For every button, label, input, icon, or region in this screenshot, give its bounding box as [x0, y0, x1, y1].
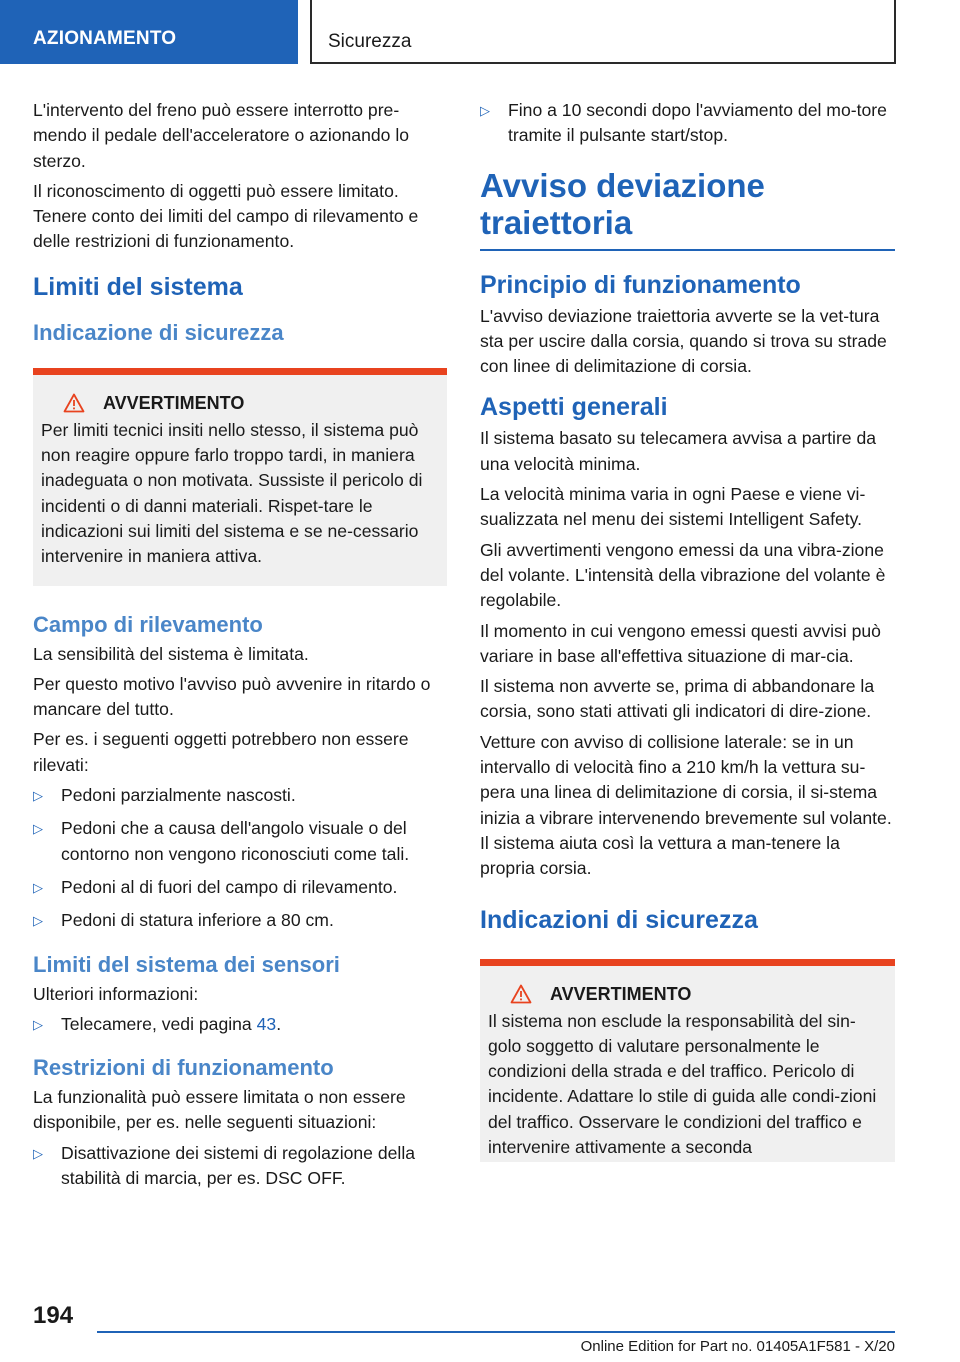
warning-title: [510, 984, 887, 1005]
subheading-range: Campo di rilevamento: [33, 611, 263, 637]
subheading-restrictions: Restrizioni di funzionamento: [33, 1055, 334, 1081]
subheading-sensors: Limiti del sistema dei sensori: [33, 951, 340, 977]
paragraph: Il sistema basato su telecamera avvisa a partire da una velocità minima.: [480, 428, 877, 474]
warning-title-text: AVVERTIMENTO: [103, 392, 245, 413]
paragraph: Gli avvertimenti vengono emessi da una vibra-zione del volante. L'intensità della vibrazione del volante è regolabile.: [480, 539, 886, 611]
footer-divider: [97, 1331, 895, 1333]
list-item: ▷ Pedoni di statura inferiore a 80 cm.: [33, 908, 447, 933]
list-item: ▷ Telecamere, vedi pagina 43.: [33, 1012, 447, 1037]
paragraph: Per es. i seguenti oggetti potrebbero non essere rilevati:: [33, 729, 409, 775]
triangle-bullet-icon: ▷: [33, 913, 43, 929]
paragraph: La sensibilità del sistema è limitata.: [33, 643, 309, 664]
section-title: Sicurezza: [310, 0, 896, 64]
warning-title: [63, 393, 439, 414]
left-column: [33, 98, 447, 1199]
list-item: ▷ Pedoni parzialmente nascosti.: [33, 783, 447, 808]
page-link[interactable]: 43: [256, 1013, 277, 1034]
triangle-bullet-icon: ▷: [33, 1145, 43, 1161]
paragraph: Il sistema non avverte se, prima di abbandonare la corsia, sono stati attivati gli indicatori di dire-zione.: [480, 676, 875, 722]
triangle-bullet-icon: ▷: [33, 1016, 43, 1032]
continued-list: [480, 98, 895, 149]
warning-box: [33, 368, 447, 586]
warning-triangle-icon: [63, 393, 85, 413]
paragraph: Per questo motivo l'avviso può avvenire in ritardo o mancare del tutto.: [33, 673, 431, 720]
paragraph: Il riconoscimento di oggetti può essere limitato. Tenere conto dei limiti del campo di rilevamento e delle restrizioni di funzionamento.: [33, 180, 419, 252]
triangle-bullet-icon: ▷: [480, 103, 490, 118]
sensors-list: [33, 1012, 447, 1037]
warning-title-text: AVVERTIMENTO: [550, 983, 692, 1004]
paragraph: Ulteriori informazioni:: [33, 983, 199, 1004]
subheading-safety: Indicazione di sicurezza: [33, 319, 284, 345]
triangle-bullet-icon: ▷: [33, 821, 43, 837]
section-heading-limits: Limiti del sistema: [33, 272, 243, 301]
list-item: ▷ Disattivazione dei sistemi di regolazione della stabilità di marcia, per es. DSC OFF.: [33, 1142, 416, 1189]
page-number: 194: [33, 1302, 74, 1329]
edition-note: Online Edition for Part no. 01405A1F581 - X/20: [580, 1338, 895, 1355]
paragraph: Vetture con avviso di collisione laterale: se in un intervallo di velocità fino a 210 km/h la vettura su-pera una linea di delimitazione di corsia, il si-stema inizia a vibrare intervenendo brevemente sul volante. Il sistema aiuta così la vettura a man-tenere la propria corsia.: [480, 731, 892, 879]
paragraph: Il momento in cui vengono emessi questi avvisi può variare in base all'effettiva situazione di mar-cia.: [480, 620, 881, 666]
right-column: [480, 98, 895, 1162]
restrictions-list: [33, 1141, 447, 1192]
chapter-tab: AZIONAMENTO: [0, 0, 298, 64]
list-item: ▷ Fino a 10 secondi dopo l'avviamento del mo-tore tramite il pulsante start/stop.: [480, 100, 887, 146]
range-list: [33, 783, 447, 933]
warning-triangle-icon: [510, 984, 532, 1004]
triangle-bullet-icon: ▷: [33, 879, 43, 895]
list-item: ▷ Pedoni al di fuori del campo di rilevamento.: [33, 875, 447, 900]
triangle-bullet-icon: ▷: [33, 788, 43, 804]
paragraph: L'avviso deviazione traiettoria avverte se la vet-tura sta per uscire dalla corsia, quando si trova su strade con linee di delimitazione di corsia.: [480, 305, 887, 377]
subheading-principle: Principio di funzionamento: [480, 270, 801, 299]
paragraph: La funzionalità può essere limitata o non essere disponibile, per es. nelle seguenti situazioni:: [33, 1087, 406, 1133]
warning-text: Il sistema non esclude la responsabilità del sin-golo soggetto di valutare personalmente le condizioni della strada e del traffico. Pericolo di incidente. Adattare lo stile di guida alle condi-zioni del traffico. Osservare le condizioni del traffico e intervenire attivamente a seconda: [488, 1010, 877, 1158]
list-item: ▷ Pedoni che a causa dell'angolo visuale o del contorno non vengono riconosciuti come tali.: [33, 818, 410, 864]
warning-text: Per limiti tecnici insiti nello stesso, il sistema può non reagire oppure farlo troppo tardi, in maniera inadeguata o non motivata. Sussiste il pericolo di incidenti o di danni materiali. Rispet-tare le indicazioni sui limiti del sistema e se ne-cessario intervenire in maniera attiva.: [41, 419, 423, 567]
chapter-heading: Avviso deviazione traiettoria: [480, 167, 895, 251]
subheading-general: Aspetti generali: [480, 393, 668, 422]
subheading-safety-notes: Indicazioni di sicurezza: [480, 905, 758, 934]
paragraph: L'intervento del freno può essere interrotto pre-mendo il pedale dell'acceleratore o azionando lo sterzo.: [33, 100, 410, 171]
warning-box: [480, 959, 895, 1163]
paragraph: La velocità minima varia in ogni Paese e viene vi-sualizzata nel menu dei sistemi Intelligent Safety.: [480, 484, 866, 530]
